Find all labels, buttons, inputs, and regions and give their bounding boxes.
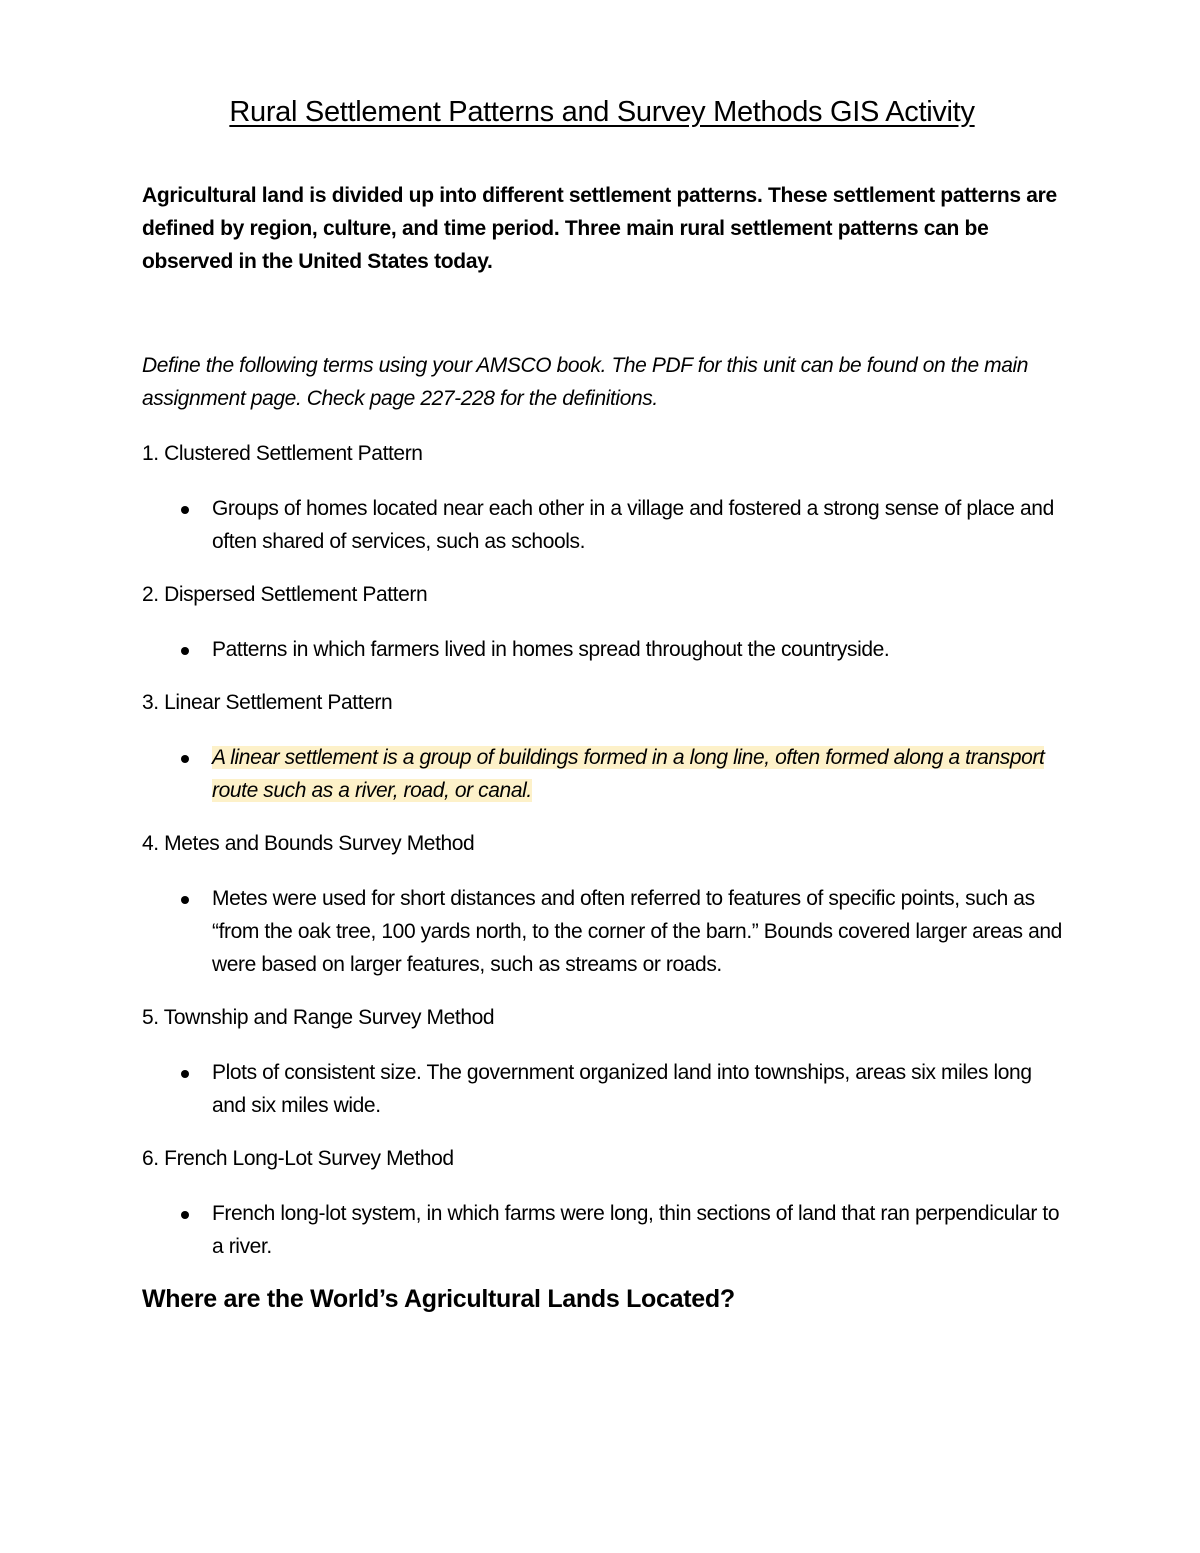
definition-metes-bounds: Metes were used for short distances and often referred to features of specific points, such as “from the oak tree, 100 yards north, to the corner of the barn.” Bounds covered larger areas and were based on larger features, such as streams or roads.: [212, 882, 1062, 981]
definition-list: [142, 492, 1062, 558]
highlighted-text: A linear settlement is a group of buildings formed in a long line, often formed along a transport route such as a river, road, or canal.: [212, 746, 1045, 802]
definition-clustered: Groups of homes located near each other in a village and fostered a strong sense of place and often shared of services, such as schools.: [212, 492, 1062, 558]
definition-township-range: Plots of consistent size. The government organized land into townships, areas six miles long and six miles wide.: [212, 1056, 1062, 1122]
term-label-metes-bounds: 4. Metes and Bounds Survey Method: [142, 832, 475, 855]
term-label-linear: 3. Linear Settlement Pattern: [142, 691, 393, 714]
definition-list: [142, 741, 1062, 807]
definition-list: [142, 633, 1062, 666]
definition-list: [142, 1197, 1062, 1263]
definition-french-long-lot: French long-lot system, in which farms were long, thin sections of land that ran perpendicular to a river.: [212, 1197, 1062, 1263]
definition-list: [142, 882, 1062, 981]
instructions-paragraph: Define the following terms using your AMSCO book. The PDF for this unit can be found on the main assignment page. Check page 227-228 for the definitions.: [142, 354, 1029, 410]
term-label-township-range: 5. Township and Range Survey Method: [142, 1006, 495, 1029]
intro-paragraph: Agricultural land is divided up into different settlement patterns. These settlement patterns are defined by region, culture, and time period. Three main rural settlement patterns can be observed in the United States today.: [142, 184, 1057, 273]
document-page: [142, 96, 1062, 1314]
document-title: Rural Settlement Patterns and Survey Methods GIS Activity: [229, 96, 975, 128]
term-label-french-long-lot: 6. French Long-Lot Survey Method: [142, 1147, 454, 1170]
section-heading: Where are the World’s Agricultural Lands Located?: [142, 1285, 735, 1313]
term-label-clustered: 1. Clustered Settlement Pattern: [142, 442, 423, 465]
definition-linear: [212, 741, 1062, 807]
definition-dispersed: Patterns in which farmers lived in homes spread throughout the countryside.: [212, 633, 1062, 666]
definition-list: [142, 1056, 1062, 1122]
term-label-dispersed: 2. Dispersed Settlement Pattern: [142, 583, 428, 606]
